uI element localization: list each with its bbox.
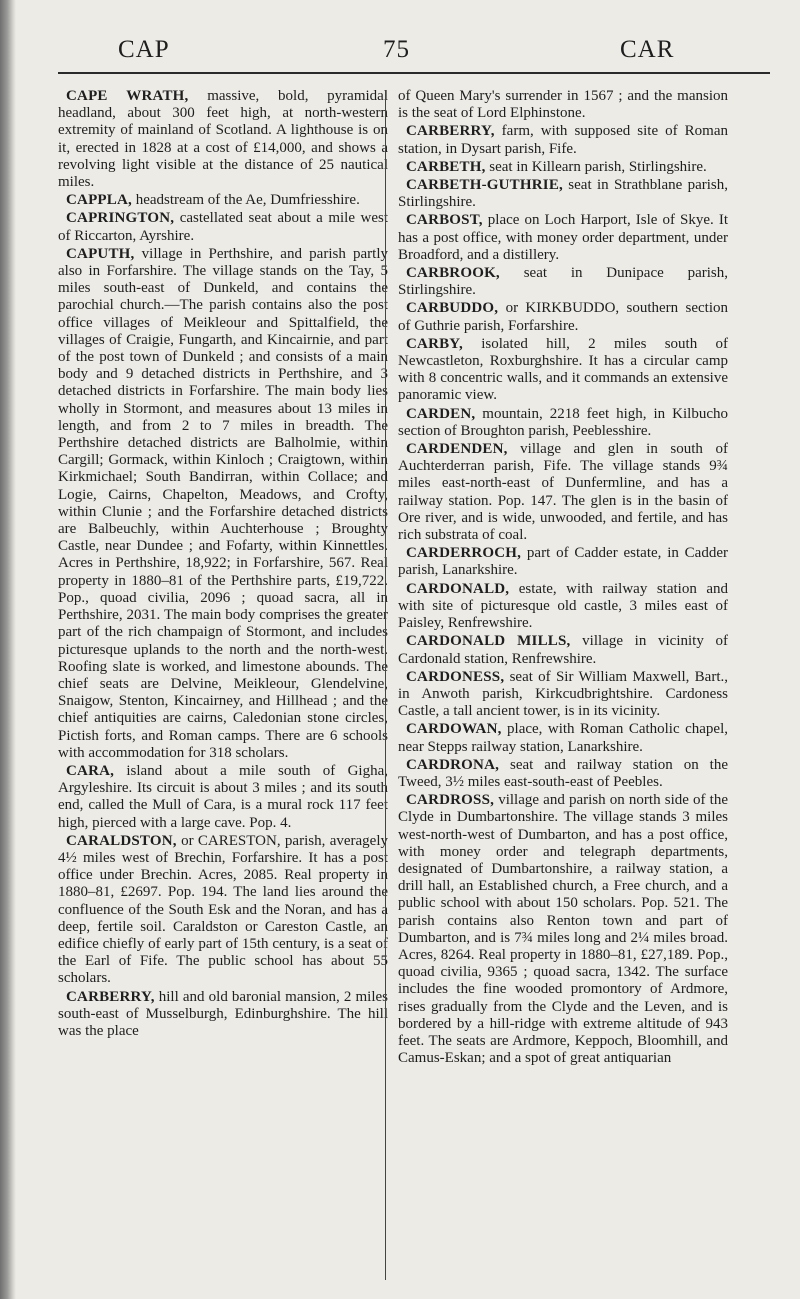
gazetteer-entry: [398, 669, 728, 721]
page-number: 75: [383, 36, 410, 63]
entry-headword: CAPPLA,: [66, 192, 132, 209]
gazetteer-entry: [58, 192, 388, 209]
entry-text: or CARESTON, parish, averagely 4½ miles west of Brechin, Forfarshire. It has a post office under Brechin. Acres, 2085. Real property in 1880–81, £2697. Pop. 194. The land lies around the confluence of the South Esk and the Noran, and has a deep, fertile soil. Caraldston or Careston Castle, an edifice chiefly of early part of 15th century, is a seat of the Earl of Fife. The public school has about 55 scholars.: [58, 832, 388, 987]
page-header: [0, 36, 800, 76]
gazetteer-entry: [58, 989, 388, 1041]
header-right-guideword: CAR: [620, 36, 675, 63]
gazetteer-entry: [398, 336, 728, 405]
gazetteer-entry: [58, 246, 388, 762]
gazetteer-entry: [398, 757, 728, 791]
entry-text: island about a mile south of Gigha, Argyleshire. Its circuit is about 3 miles ; and its south end, called the Mull of Cara, is a mural rock 117 feet high, pierced with a large cave. Pop. 4.: [58, 762, 388, 831]
header-left-guideword: CAP: [118, 36, 170, 63]
entry-text: mountain, 2218 feet high, in Kilbucho section of Broughton parish, Peeblesshire.: [398, 405, 728, 439]
entry-text: estate, with railway station and with site of picturesque old castle, 3 miles east of Paisley, Renfrewshire.: [398, 580, 728, 632]
entry-headword: CARDROSS,: [406, 792, 495, 809]
column-divider: [385, 90, 386, 1280]
entry-headword: CAPE WRATH,: [66, 88, 189, 104]
entry-headword: CARBERRY,: [406, 123, 495, 140]
gazetteer-entry: [398, 177, 728, 211]
right-column: [398, 88, 728, 1068]
gazetteer-entry: [398, 159, 728, 176]
gazetteer-entry: [398, 792, 728, 1067]
entry-headword: CARDERROCH,: [406, 545, 522, 562]
entry-text: or KIRKBUDDO, southern section of Guthrie parish, Forfarshire.: [398, 300, 728, 334]
entry-text: village and parish on north side of the Clyde in Dumbartonshire. The village stands 3 miles west-north-west of Dumbarton, and has a post office, with money order and telegraph departments, designated of Dumbartonshire, a railway station, a drill hall, an Established church, a Free church, and a public school with about 150 scholars. Pop. 521. The parish contains also Renton town and part of Dumbarton, and is 7¾ miles long and 2¼ miles broad. Acres, 8264. Real property in 1880–81, £27,189. Pop., quoad civilia, 9365 ; quoad sacra, 1342. The surface includes the fine wooded promontory of Ardmore, rises gradually from the Clyde and the Leven, and is bordered by a hill-ridge with extreme altitude of 943 feet. The seats are Ardmore, Keppoch, Bloomhill, and Camus-Eskan; and a spot of great antiquarian: [398, 792, 728, 1067]
entry-headword: CARBUDDO,: [406, 300, 499, 317]
gazetteer-entry: [398, 406, 728, 440]
entry-headword: CARDOWAN,: [406, 721, 502, 738]
entry-headword: CARBOST,: [406, 212, 483, 229]
entry-text: hill and old baronial mansion, 2 miles south-east of Musselburgh, Edinburghshire. The hill was the place: [58, 988, 388, 1039]
entry-text: seat in Strathblane parish, Stirlingshire.: [398, 177, 728, 211]
gazetteer-entry: [398, 633, 728, 667]
entry-text: farm, with supposed site of Roman station, in Dysart parish, Fife.: [398, 123, 728, 157]
entry-text: seat in Killearn parish, Stirlingshire.: [485, 158, 707, 175]
header-rule: [58, 72, 770, 74]
entry-text: place on Loch Harport, Isle of Skye. It has a post office, with money order department, under Broadford, and a distillery.: [398, 212, 728, 263]
gazetteer-entry: [58, 88, 388, 191]
book-spine-shadow: [0, 0, 16, 1299]
entry-headword: CARDONESS,: [406, 668, 505, 685]
entry-headword: CARDONALD MILLS,: [406, 633, 571, 650]
entry-text: of Queen Mary's surrender in 1567 ; and the mansion is the seat of Lord Elphinstone.: [398, 88, 728, 122]
entry-headword: CARDRONA,: [406, 756, 500, 773]
gazetteer-entry: [398, 88, 728, 122]
entry-headword: CARALDSTON,: [66, 832, 177, 849]
entry-headword: CAPRINGTON,: [66, 210, 175, 227]
entry-headword: CARBETH,: [406, 158, 486, 175]
entry-headword: CARBROOK,: [406, 265, 500, 282]
gazetteer-entry: [398, 721, 728, 755]
entry-headword: CARDONALD,: [406, 580, 510, 597]
entry-text: village in vicinity of Cardonald station, Renfrewshire.: [398, 633, 728, 667]
entry-text: seat of Sir William Maxwell, Bart., in Anwoth parish, Kirkcudbrightshire. Cardoness Castle, a tall ancient tower, is in its vicinity.: [398, 668, 728, 720]
gazetteer-entry: [398, 265, 728, 299]
entry-text: seat and railway station on the Tweed, 3½ miles east-south-east of Peebles.: [398, 756, 728, 790]
entry-headword: CARBETH-GUTHRIE,: [406, 177, 563, 194]
gazetteer-entry: [398, 300, 728, 334]
gazetteer-entry: [398, 123, 728, 157]
entry-headword: CARBERRY,: [66, 988, 155, 1005]
gazetteer-entry: [58, 763, 388, 832]
entry-headword: CAPUTH,: [66, 245, 135, 262]
gazetteer-entry: [398, 545, 728, 579]
entry-text: seat in Dunipace parish, Stirlingshire.: [398, 265, 728, 299]
gazetteer-entry: [398, 212, 728, 264]
entry-headword: CARDENDEN,: [406, 441, 508, 458]
left-column: [58, 88, 388, 1041]
entry-headword: CARA,: [66, 762, 115, 779]
entry-text: headstream of the Ae, Dumfriesshire.: [131, 192, 360, 209]
entry-headword: CARBY,: [406, 335, 463, 352]
entry-text: isolated hill, 2 miles south of Newcastleton, Roxburghshire. It has a circular camp with 8 concentric walls, and it commands an extensive panoramic view.: [398, 335, 728, 404]
entry-text: village in Perthshire, and parish partly also in Forfarshire. The village stands on the Tay, 5 miles south-east of Dunkeld, and contains the parochial church.—The parish contains also the post office villages of Meikleour and Spittalfield, the villages of Craigie, Fungarth, and Kincairnie, and part of the post town of Dunkeld ; and consists of a main body and 9 detached districts in Perthshire, and 3 detached districts in Forfarshire. The main body lies wholly in Stormont, and measures about 13 miles in length, and from 2 to 7 miles in breadth. The Perthshire detached districts are Balholmie, within Cargill; Gormack, within Kinloch ; Craigtown, within Kirkmichael; South Bandirran, within Collace; and Logie, Cairns, Chapelton, Meadows, and Crofty, within Clunie ; and the Forfarshire detached districts are Balbeuchly, within Auchterhouse ; Broughty Castle, near Dundee ; and Fofarty, within Kinnettles. Acres in Perthshire, 18,922; in Forfarshire, 567. Real property in 1880–81 of the Perthshire parts, £19,722. Pop., quoad civilia, 2096 ; quoad sacra, all in Perthshire, 2031. The main body comprises the greater part of the rich champaign of Stormont, and includes picturesque uplands to the north and the north-west. Roofing slate is worked, and limestone abounds. The chief seats are Delvine, Meikleour, Glendelvine, Snaigow, Stenton, Kincairney, and Hillhead ; and the chief antiquities are cairns, Caledonian stone circles, Pictish forts, and Roman camps. There are 6 schools with accommodation for 318 scholars.: [58, 245, 388, 761]
entry-text: village and glen in south of Auchterderran parish, Fife. The village stands 9¾ miles east-north-east of Dunfermline, and has a railway station. Pop. 147. The glen is in the basin of Ore river, and is wide, unwooded, and fertile, and has rich substrata of coal.: [398, 441, 728, 544]
entry-text: castellated seat about a mile west of Riccarton, Ayrshire.: [58, 210, 388, 244]
entry-text: part of Cadder estate, in Cadder parish, Lanarkshire.: [398, 545, 728, 579]
gazetteer-entry: [398, 581, 728, 633]
entry-text: place, with Roman Catholic chapel, near Stepps railway station, Lanarkshire.: [398, 721, 728, 755]
gazetteer-entry: [398, 441, 728, 544]
entry-headword: CARDEN,: [406, 405, 476, 422]
gazetteer-entry: [58, 833, 388, 988]
entry-text: massive, bold, pyramidal headland, about 300 feet high, at north-western extremity of mainland of Scotland. A lighthouse is on it, erected in 1828 at a cost of £14,000, and shows a revolving light visible at the distance of 25 nautical miles.: [58, 88, 388, 191]
gazetteer-entry: [58, 210, 388, 244]
